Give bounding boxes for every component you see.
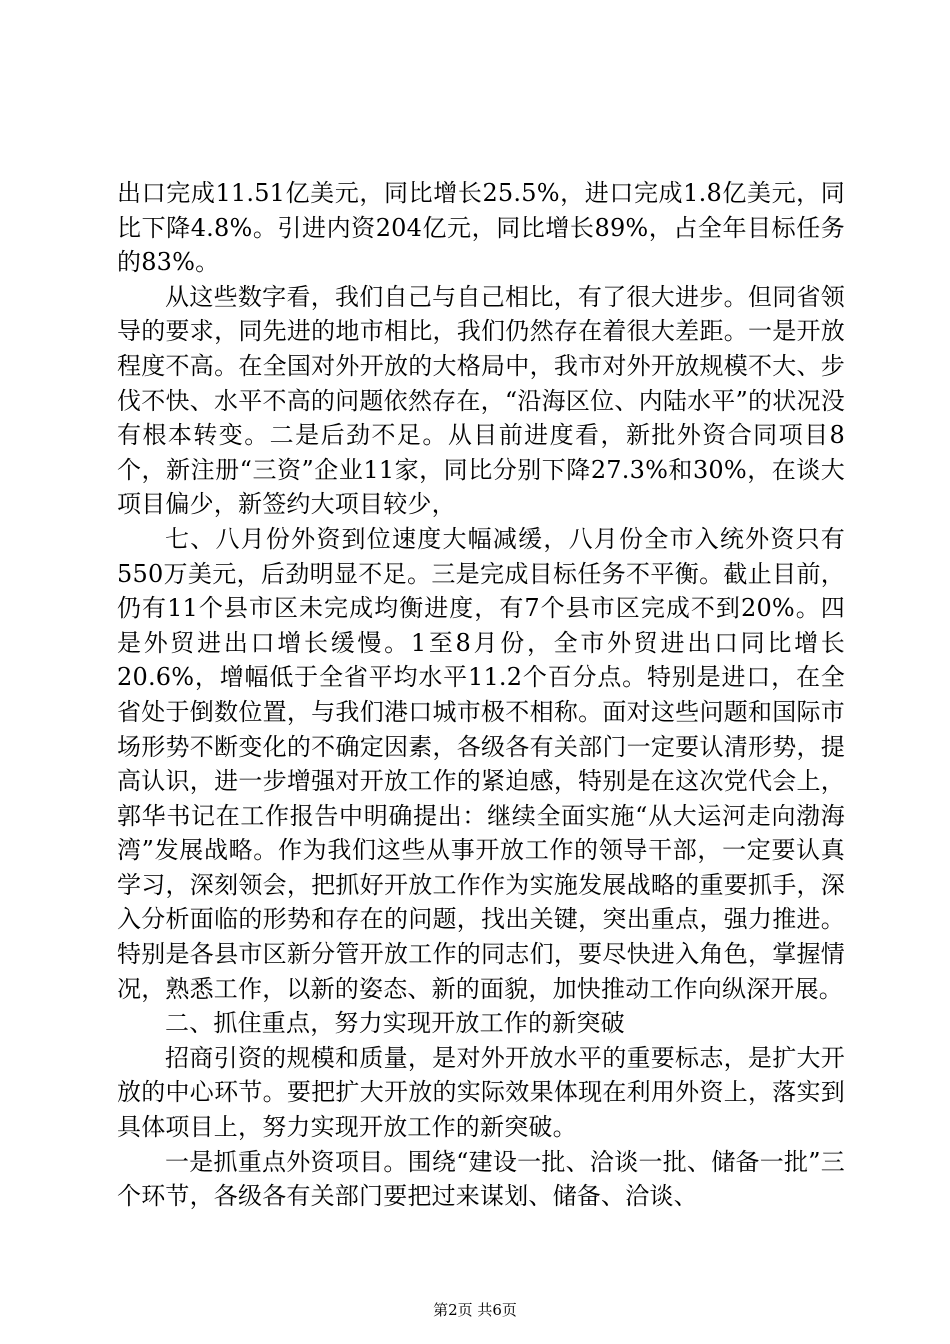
document-body (117, 176, 845, 1214)
page-number: 第2页 共6页 (433, 1301, 517, 1319)
paragraph-4: 招商引资的规模和质量，是对外开放水平的重要标志，是扩大开放的中心环节。要把扩大开放的实际效果体现在利用外资上，落实到具体项目上，努力实现开放工作的新突破。 (117, 1043, 845, 1142)
paragraph-3: 七、八月份外资到位速度大幅减缓，八月份全市入统外资只有550万美元，后劲明显不足。三是完成目标任务不平衡。截止目前，仍有11个县市区未完成均衡进度，有7个县市区完成不到20%。四是外贸进出口增长缓慢。1至8月份，全市外贸进出口同比增长20.6%，增幅低于全省平均水平11.2个百分点。特别是进口，在全省处于倒数位置，与我们港口城市极不相称。面对这些问题和国际市场形势不断变化的不确定因素，各级各有关部门一定要认清形势，提高认识，进一步增强对开放工作的紧迫感，特别是在这次党代会上，郭华书记在工作报告中明确提出：继续全面实施“从大运河走向渤海湾”发展战略。作为我们这些从事开放工作的领导干部，一定要认真学习，深刻领会，把抓好开放工作作为实施发展战略的重要抓手，深入分析面临的形势和存在的问题，找出关键，突出重点，强力推进。特别是各县市区新分管开放工作的同志们，要尽快进入角色，掌握情况，熟悉工作，以新的姿态、新的面貌，加快推动工作向纵深开展。 (117, 524, 845, 1003)
paragraph-1: 出口完成11.51亿美元，同比增长25.5%，进口完成1.8亿美元，同比下降4.8%。引进内资204亿元，同比增长89%，占全年目标任务的83%。 (117, 179, 845, 277)
section-heading: 二、抓住重点，努力实现开放工作的新突破 (165, 1009, 625, 1038)
paragraph-5: 一是抓重点外资项目。围绕“建设一批、洽谈一批、储备一批”三个环节，各级各有关部门要把过来谋划、储备、洽谈、 (117, 1147, 845, 1211)
page-footer (0, 1300, 950, 1320)
paragraph-2: 从这些数字看，我们自己与自己相比，有了很大进步。但同省领导的要求，同先进的地市相比，我们仍然存在着很大差距。一是开放程度不高。在全国对外开放的大格局中，我市对外开放规模不大、步伐不快、水平不高的问题依然存在，“沿海区位、内陆水平”的状况没有根本转变。二是后劲不足。从目前进度看，新批外资合同项目8个，新注册“三资”企业11家，同比分别下降27.3%和30%，在谈大项目偏少，新签约大项目较少， (117, 282, 845, 519)
